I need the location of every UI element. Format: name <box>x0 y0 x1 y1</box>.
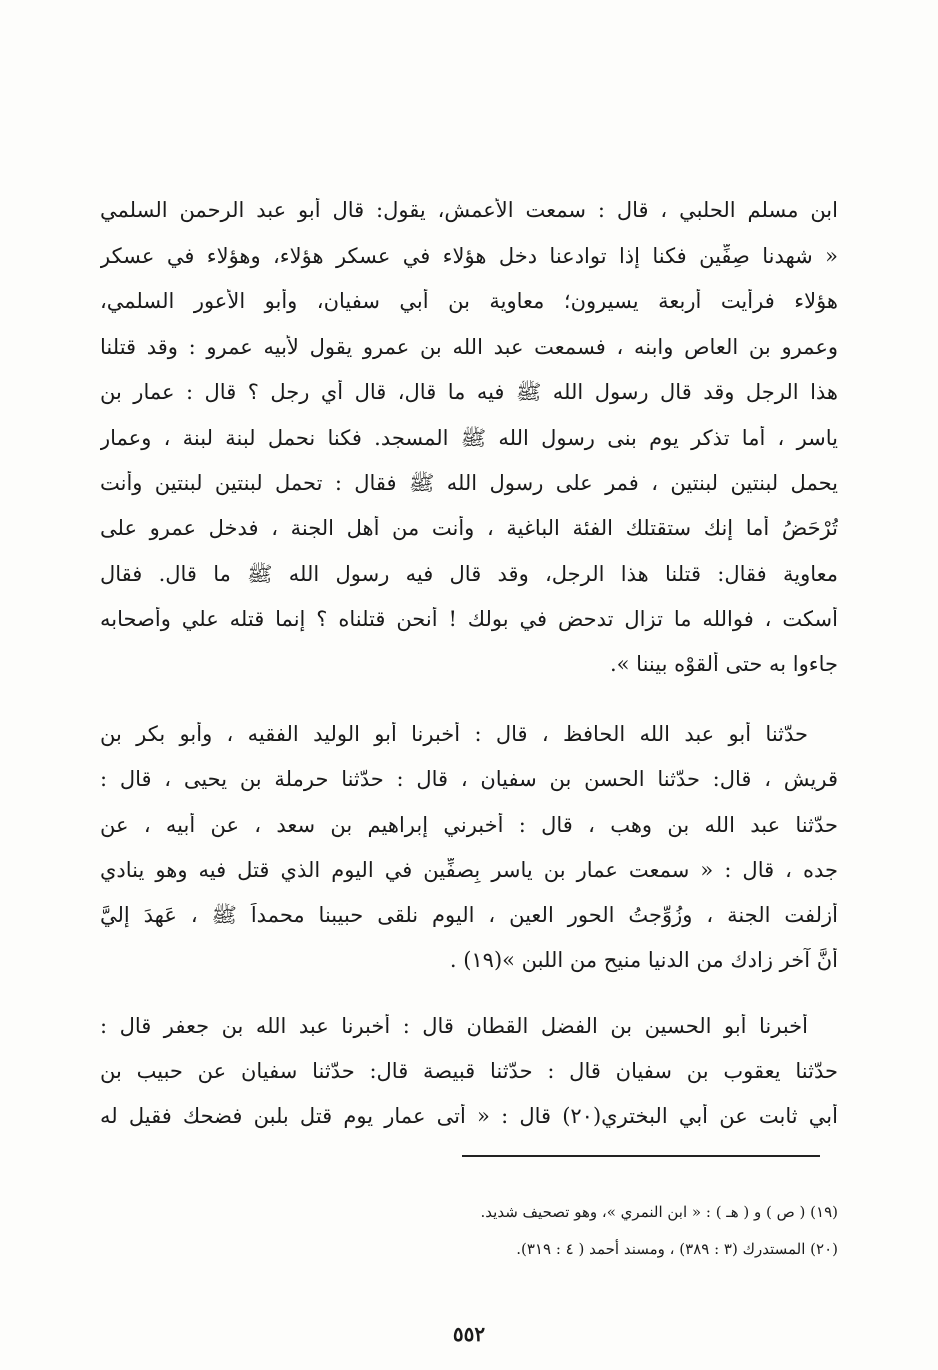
footnote-20: (٢٠) المستدرك (٣ : ٣٨٩) ، ومسند أحمد ( ٤ : ٣١٩). <box>516 1240 838 1258</box>
text-line: أبي ثابت عن أبي البختري(٢٠) قال : « أتى عمار يوم قتل بلبن فضحك فقيل له <box>100 1104 838 1128</box>
text-line: هؤلاء فرأيت أربعة يسيرون؛ معاوية بن أبي سفيان، وأبو الأعور السلمي، <box>100 289 838 313</box>
text-line: جده ، قال : « سمعت عمار بن ياسر بِصفِّين في اليوم الذي قتل فيه وهو ينادي <box>100 858 838 882</box>
text-line: جاءوا به حتى ألقوْه بيننا ». <box>609 652 838 676</box>
footnote-separator <box>462 1155 820 1157</box>
text-line: يحمل لبنتين لبنتين ، فمر على رسول الله ﷺ فقال : تحمل لبنتين لبنتين وأنت <box>100 471 838 495</box>
text-line: قريش ، قال: حدّثنا الحسن بن سفيان ، قال : حدّثنا حرملة بن يحيى ، قال : <box>100 767 838 791</box>
text-line: حدّثنا يعقوب بن سفيان قال : حدّثنا قبيصة قال: حدّثنا سفيان عن حبيب بن <box>100 1059 838 1083</box>
footnote-19: (١٩) ( ص ) و ( هـ ) : « ابن النمري »، وهو تصحيف شديد. <box>480 1203 838 1221</box>
text-line: حدّثنا أبو عبد الله الحافظ ، قال : أخبرنا أبو الوليد الفقيه ، وأبو بكر بن <box>100 722 808 746</box>
text-line: تُرْحَضُ أما إنك ستقتلك الفئة الباغية ، وأنت من أهل الجنة ، فدخل عمرو على <box>100 516 838 540</box>
text-line: حدّثنا عبد الله بن وهب ، قال : أخبرني إبراهيم بن سعد ، عن أبيه ، عن <box>100 813 838 837</box>
text-line: « شهدنا صِفِّين فكنا إذا توادعنا دخل هؤلاء في عسكر هؤلاء، وهؤلاء في عسكر <box>100 244 838 268</box>
text-line: معاوية فقال: قتلنا هذا الرجل، وقد قال فيه رسول الله ﷺ ما قال. فقال <box>100 562 838 586</box>
text-line: أسكت ، فوالله ما تزال تدحض في بولك ! أنحن قتلناه ؟ إنما قتله علي وأصحابه <box>100 607 838 631</box>
text-line: أزلفت الجنة ، وزُوِّجتُ الحور العين ، اليوم نلقى حبيبنا محمداً ﷺ ، عَهِدَ إليَّ <box>100 903 838 927</box>
page-number: ٥٥٢ <box>452 1322 486 1346</box>
text-line: ابن مسلم الحلبي ، قال : سمعت الأعمش، يقول: قال أبو عبد الرحمن السلمي <box>100 198 838 222</box>
text-line: أخبرنا أبو الحسين بن الفضل القطان قال : أخبرنا عبد الله بن جعفر قال : <box>100 1014 808 1038</box>
text-line: ياسر ، أما تذكر يوم بنى رسول الله ﷺ المسجد. فكنا نحمل لبنة لبنة ، وعمار <box>100 426 838 450</box>
text-line: أنَّ آخر زادك من الدنيا منيح من اللبن »(١٩) . <box>449 948 838 972</box>
text-line: وعمرو بن العاص وابنه ، فسمعت عبد الله بن عمرو يقول لأبيه عمرو : وقد قتلنا <box>100 335 838 359</box>
text-line: هذا الرجل وقد قال رسول الله ﷺ فيه ما قال، قال أي رجل ؟ قال : عمار بن <box>100 380 838 404</box>
